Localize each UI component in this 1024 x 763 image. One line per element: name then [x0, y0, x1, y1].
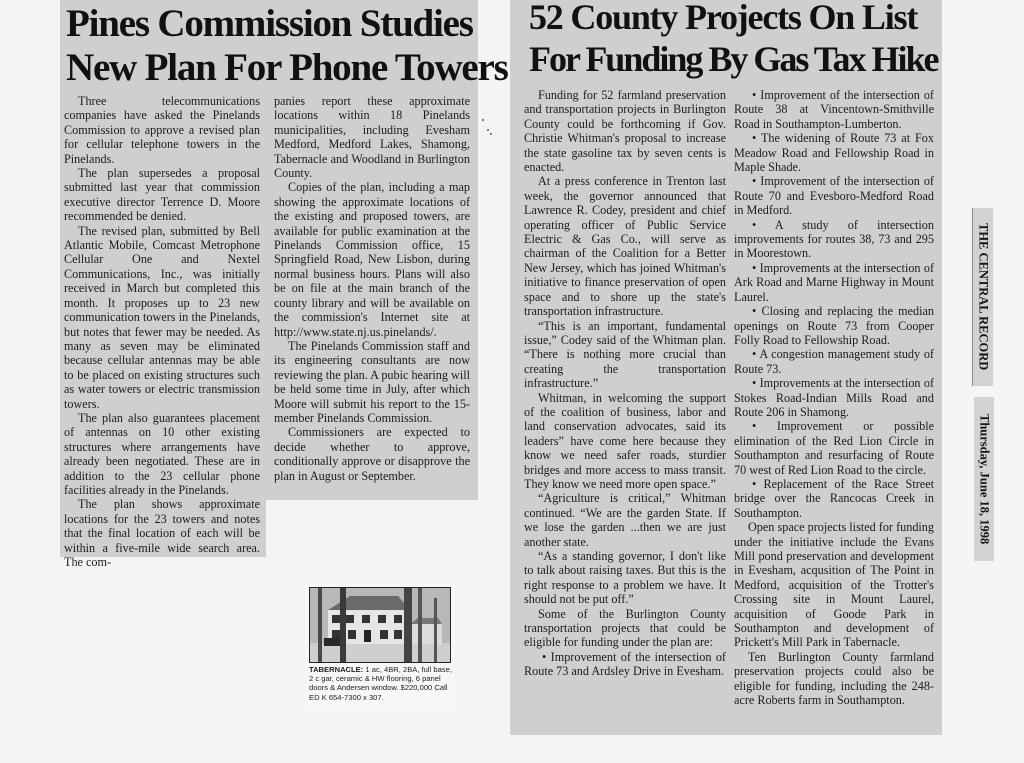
left-article-column-1	[64, 94, 260, 569]
paragraph: Whitman, in welcoming the support of the coalition of business, labor and land conservation advocates, said its leaders” have come here because they know we need safer roads, sturdier bridges and more access to mass transit. They know we need more open space.”	[524, 390, 726, 491]
paragraph: The Pinelands Commission staff and its engineering consultants are now reviewing the plan. A pubic hearing will be held some time in July, after which Moore will submit his report to the 15-member Pinelands Commission.	[274, 338, 470, 425]
house-photo	[309, 587, 451, 663]
project-list-item: • A congestion management study of Route 73.	[734, 347, 934, 376]
ad-caption-label: TABERNACLE:	[309, 665, 364, 674]
ad-caption-text: 1 ac, 4BR, 2BA, full base, 2 c gar, ceramic & HW flooring, 6 panel doors & Andersen window. $220,000 Call ED K 654-7300 x 307.	[309, 665, 452, 702]
right-article-column-2	[734, 88, 934, 707]
scan-speck	[490, 133, 492, 135]
paragraph: The plan supersedes a proposal submitted last year that commission executive director Terrence D. Moore recommended be denied.	[64, 166, 260, 224]
paragraph: Copies of the plan, including a map showing the approximate locations of the existing and proposed towers, are available for public examination at the Pinelands Commission office, 15 Springfield Road, New Lisbon, during normal business hours. Plans will also be on file at the main branch of the county library and will be available on the commission's Internet site at http://www.state.nj.us.pinelands/.	[274, 180, 470, 339]
paragraph: Commissioners are expected to decide whether to approve, conditionally approve or disapprove the plan in August or September.	[274, 425, 470, 483]
publication-name: THE CENTRAL RECORD	[972, 208, 993, 386]
ad-caption	[309, 665, 453, 702]
paragraph: The plan also guarantees placement of antennas on 10 other existing structures where arrangements have already been negotiated. These are in addition to the 23 cellular phone facilities already in the Pinelands.	[64, 410, 260, 497]
paragraph: “This is an important, fundamental issue,” Codey said of the Whitman plan. “There is nothing more crucial than creating the transportation infrastructure.”	[524, 318, 726, 391]
right-headline-line1: 52 County Projects On List	[529, 0, 918, 37]
project-list-item: • Replacement of the Race Street bridge over the Rancocas Creek in Southampton.	[734, 476, 934, 520]
paragraph: Ten Burlington County farmland preservation projects could also be eligible for funding, including the 248-acre Roberts farm in Southampton.	[734, 649, 934, 708]
paragraph: “Agriculture is critical,” Whitman continued. “We are the garden State. If we lose the garden ...then we are just another state.	[524, 491, 726, 549]
left-headline-line1: Pines Commission Studies	[66, 2, 473, 45]
paragraph: The revised plan, submitted by Bell Atlantic Mobile, Comcast Metrophone Cellular One and Nextel Communications, Inc., was initially received in March but completed this month. It proposes up to 23 new communication towers in the Pinelands, but notes that fewer may be needed. As many as seven may be eliminated because cellular antennas may be able to be placed on existing structures such as water towers or electric transmission towers.	[64, 223, 260, 411]
scan-speck	[482, 119, 484, 121]
project-list-item: • Improvements at the intersection of Ark Road and Marne Highway in Mount Laurel.	[734, 260, 934, 304]
project-list-item: • Improvement or possible elimination of the Red Lion Circle in Southampton and resurfacing of Route 70 west of Red Lion Road to the circle.	[734, 419, 934, 477]
left-headline-line2: New Plan For Phone Towers	[66, 46, 508, 89]
paragraph: At a press conference in Trenton last week, the governor announced that Lawrence R. Codey, president and chief operating officer of Public Service Electric & Gas Co., will serve as chairman of the Coalition for a Better New Jersey, which has joined Whitman's initiative to finance preservation of open space and to shore up the state's transportation infrastructure.	[524, 174, 726, 319]
project-list-item: • Improvement of the intersection of Route 70 and Evesboro-Medford Road in Medford.	[734, 174, 934, 218]
project-list-item: • Improvements at the intersection of Stokes Road-Indian Mills Road and Route 206 in Shamong.	[734, 376, 934, 419]
project-list-item: • Improvement of the intersection of Route 38 at Vincentown-Smithville Road in Southampton-Lumberton.	[734, 88, 934, 131]
project-list-item: • Closing and replacing the median openings on Route 73 from Cooper Folly Road to Fellowship Road.	[734, 304, 934, 347]
paragraph: Some of the Burlington County transportation projects that could be eligible for funding under the plan are:	[524, 606, 726, 650]
project-list-item: • Improvement of the intersection of Route 73 and Ardsley Drive in Evesham.	[524, 649, 726, 679]
paragraph: Open space projects listed for funding under the initiative include the Evans Mill pond preservation and development in Evesham, acqusition of The Point in Medford, acquisition of the Trotter's Crossing site in Mount Laurel, acquisition of Goode Park in Southampton and development of Prickett's Mill Park in Tabernacle.	[734, 520, 934, 650]
publication-date: Thursday, June 18, 1998	[974, 397, 994, 561]
project-list-item: • A study of intersection improvements for routes 38, 73 and 295 in Moorestown.	[734, 217, 934, 261]
paragraph: The plan shows approximate locations for the 23 towers and notes that the final location of each will be within a five-mile wide search area. The com-	[64, 497, 260, 569]
paragraph: “As a standing governor, I don't like to talk about raising taxes. But this is the right response to a problem we have. It should not be put off.”	[524, 549, 726, 607]
left-article-column-2	[274, 94, 470, 483]
scan-speck	[487, 129, 489, 131]
right-headline-line2: For Funding By Gas Tax Hike	[529, 39, 938, 79]
project-list-item: • The widening of Route 73 at Fox Meadow Road and Fellowship Road in Maple Shade.	[734, 131, 934, 175]
paragraph: Funding for 52 farmland preservation and transportation projects in Burlington County could be forthcoming if Gov. Christie Whitman's proposal to increase the state gasoline tax by seven cents is enacted.	[524, 88, 726, 175]
right-article-column-1	[524, 88, 726, 679]
paragraph: panies report these approximate locations within 18 Pinelands municipalities, including Evesham Medford, Medford Lakes, Shamong, Tabernacle and Woodland in Burlington County.	[274, 94, 470, 181]
paragraph: Three telecommunications companies have asked the Pinelands Commission to approve a revised plan for cellular telephone towers in the Pinelands.	[64, 94, 260, 166]
house-photo-image	[310, 588, 451, 663]
real-estate-ad	[305, 583, 455, 710]
